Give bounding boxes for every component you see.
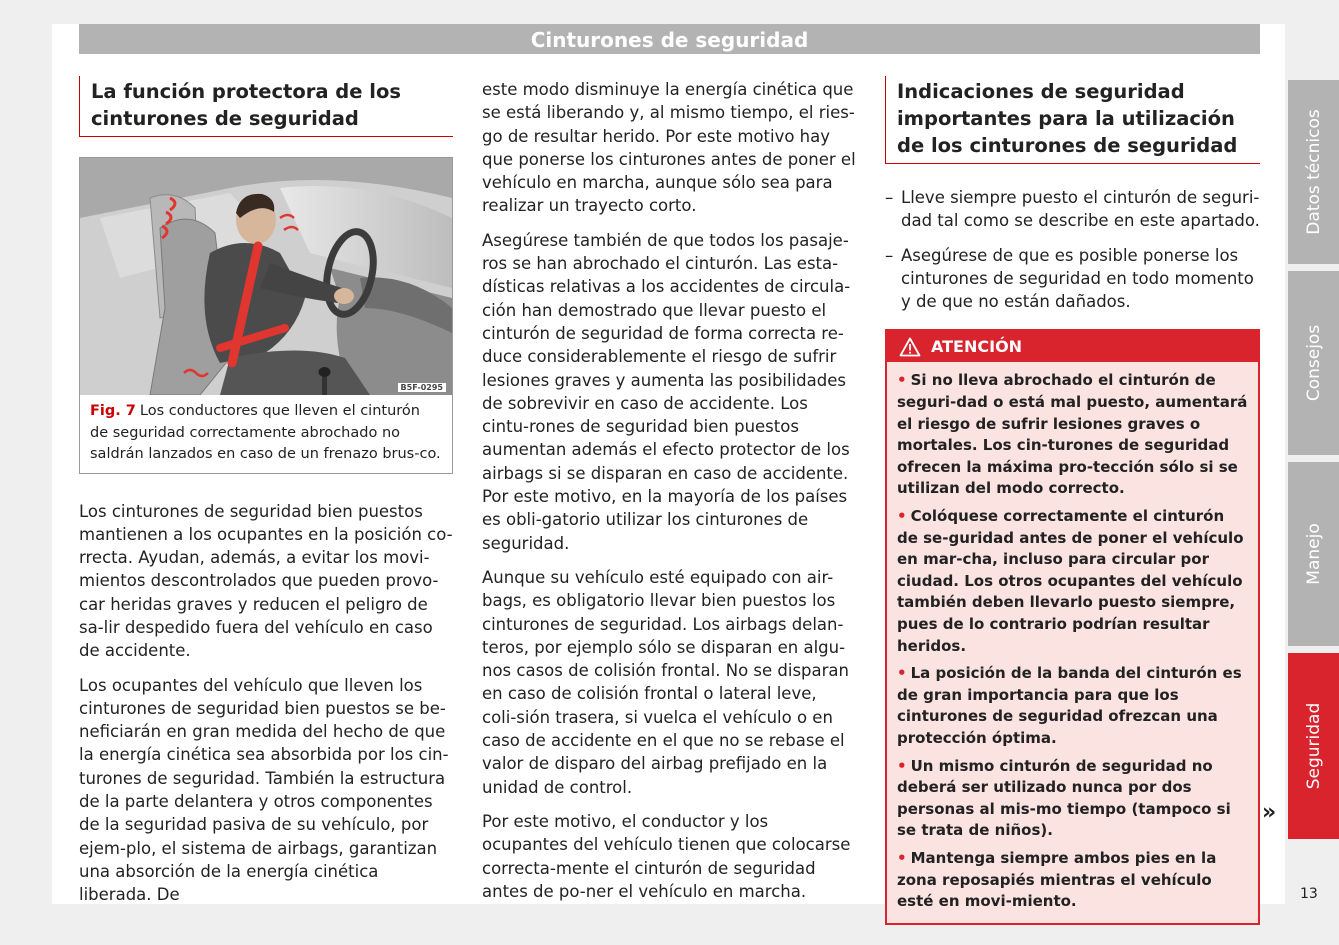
paragraph: Asegúrese también de que todos los pasaje-ros se han abrochado el cinturón. Las esta-dísticas relativas a los accidentes de circula-ción han demostrado que llevar puesto el cinturón de seguridad de forma correcta re-duce considerablemente el riesgo de sufrir lesiones graves y aumenta las posibilidades de sobrevivir en caso de accidente. Los cintu-rones de seguridad bien puestos aumentan además el efecto protector de los airbags si se disparan en caso de accidente. Por este motivo, en la mayoría de los países es obli-gatorio utilizar los cinturones de seguridad. <box>482 230 851 553</box>
warning-item-text: La posición de la banda del cinturón es de gran importancia para que los cinturones de seguridad ofrezcan una protección óptima. <box>897 664 1242 747</box>
figure-code: B5F-0295 <box>398 383 446 392</box>
bullet-marker: • <box>897 664 907 683</box>
list-item-text: Asegúrese de que es posible ponerse los cinturones de seguridad en todo momento y de que no están dañados. <box>901 245 1254 312</box>
figure-caption <box>80 395 452 473</box>
warning-item <box>897 506 1248 657</box>
column-middle <box>482 78 856 903</box>
warning-item-text: Un mismo cinturón de seguridad no deberá ser utilizado nunca por dos personas al mis-mo tiempo (tampoco si se trata de niños). <box>897 756 1231 840</box>
continue-mark: » <box>1262 800 1277 825</box>
tab-label: Datos técnicos <box>1303 109 1324 235</box>
paragraph: Por este motivo, el conductor y los ocupantes del vehículo tienen que colocarse correcta-mente el cinturón de seguridad antes de po-ner el vehículo en marcha. <box>482 811 851 901</box>
tab-manejo[interactable] <box>1288 462 1339 646</box>
warning-item-text: Si no lleva abrochado el cinturón de seguri-dad o está mal puesto, aumentará el riesgo de sufrir lesiones graves o mortales. Los cin-turones de seguridad ofrecen la máxima pro-tección sólo si se utilizan del modo correcto. <box>897 371 1248 498</box>
list-item-text: Lleve siempre puesto el cinturón de seguri-dad tal como se describe en este apartado. <box>901 188 1260 231</box>
warning-body <box>887 362 1258 922</box>
instruction-list <box>885 186 1260 313</box>
column-left-body <box>79 500 453 907</box>
list-item <box>885 244 1260 314</box>
list-item <box>885 186 1260 233</box>
warning-item <box>897 848 1248 913</box>
tab-seguridad[interactable] <box>1288 653 1339 839</box>
figure-caption-text: Los conductores que lleven el cinturón de seguridad correctamente abrochado no saldrán lanzados en caso de un frenazo brus-co. <box>90 403 441 462</box>
paragraph: este modo disminuye la energía cinética que se está liberando y, al mismo tiempo, el ries-go de resultar herido. Por este motivo hay que ponerse los cinturones antes de poner el vehículo en marcha, aunque sólo sea para realizar un trayecto corto. <box>482 80 856 216</box>
warning-item <box>897 663 1248 749</box>
tab-consejos[interactable] <box>1288 271 1339 455</box>
tab-datos-tecnicos[interactable] <box>1288 80 1339 264</box>
bullet-marker: • <box>897 371 907 390</box>
paragraph: Aunque su vehículo esté equipado con air-bags, es obligatorio llevar bien puestos los cinturones de seguridad. Los airbags delan-teros, por ejemplo sólo se disparan en algu-nos casos de colisión frontal. No se disparan en caso de colisión frontal o lateral leve, coli-sión trasera, si vuelca el vehículo o en caso de accidente en el que no se rebase el valor de disparo del airbag prefijado en la unidad de control. <box>482 567 849 797</box>
figure <box>79 157 453 474</box>
dash-marker: – <box>885 245 894 265</box>
warning-triangle-icon <box>899 337 921 357</box>
bullet-marker: • <box>897 507 907 526</box>
section-heading: La función protectora de los cinturones de seguridad <box>79 76 453 137</box>
section-header: Cinturones de seguridad <box>79 24 1260 54</box>
column-right <box>885 76 1260 925</box>
bullet-marker: • <box>897 756 907 775</box>
warning-title: ATENCIÓN <box>931 337 1023 357</box>
illustration-svg <box>80 158 452 395</box>
warning-item <box>897 370 1248 500</box>
warning-item-text: Colóquese correctamente el cinturón de se-guridad antes de poner el vehículo en mar-cha, incluso para circular por ciudad. Los otros ocupantes del vehículo también deben llevarlo puesto siempre, pues de lo contrario podrían resultar heridos. <box>897 507 1244 655</box>
warning-box <box>885 329 1260 924</box>
column-left <box>79 76 453 907</box>
warning-header <box>887 331 1258 362</box>
tab-label: Manejo <box>1303 523 1324 585</box>
section-heading: Indicaciones de seguridad importantes para la utilización de los cinturones de seguridad <box>885 76 1260 164</box>
page-number: 13 <box>1300 886 1318 902</box>
dash-marker: – <box>885 188 894 207</box>
tab-label: Consejos <box>1303 324 1324 402</box>
bullet-marker: • <box>897 848 907 867</box>
figure-label: Fig. 7 <box>90 403 136 419</box>
warning-item <box>897 756 1248 842</box>
driver-seatbelt-illustration <box>80 158 452 395</box>
paragraph: Los cinturones de seguridad bien puestos mantienen a los ocupantes en la posición co-rrecta. Ayudan, además, a evitar los movi-mientos descontrolados que pueden provo-car heridas graves y reducen el peligro de sa-lir despedido fuera del vehículo en caso de accidente. <box>79 501 453 661</box>
warning-item-text: Mantenga siempre ambos pies en la zona reposapiés mientras el vehículo esté en movi-miento. <box>897 848 1217 911</box>
tab-label: Seguridad <box>1303 702 1324 790</box>
paragraph: Los ocupantes del vehículo que lleven los cinturones de seguridad bien puestos se be-neficiarán en gran medida del hecho de que la energía cinética sea absorbida por los cin-turones de seguridad. También la estructura de la parte delantera y otros componentes de la seguridad pasiva de su vehículo, por ejem-plo, el sistema de airbags, garantizan una absorción de la energía cinética liberada. De <box>79 675 449 905</box>
